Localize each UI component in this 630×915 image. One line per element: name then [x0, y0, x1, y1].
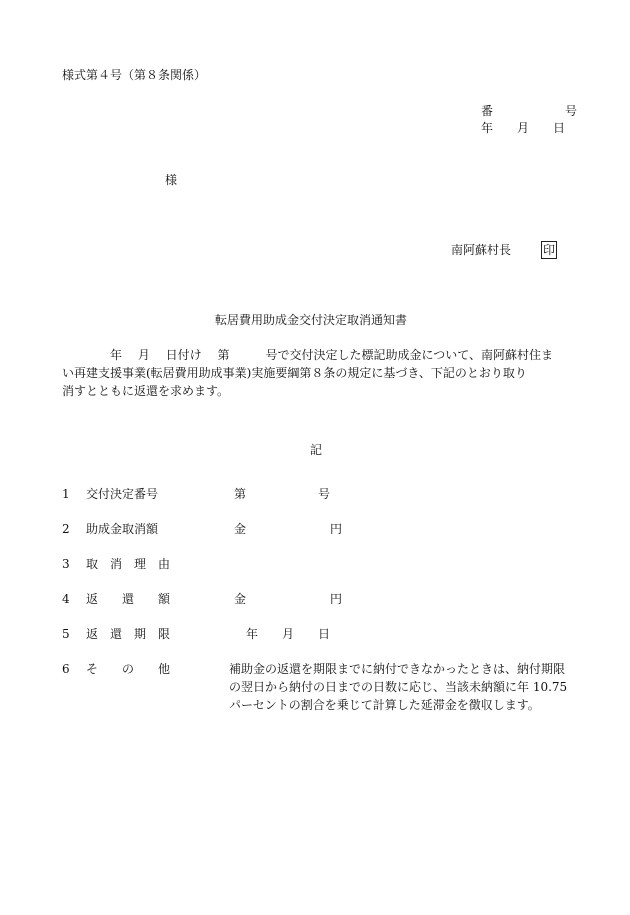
item-value: 金 円	[234, 522, 343, 536]
item-no: 5	[62, 627, 70, 641]
item-value: 年 月 日	[234, 627, 331, 641]
item-label: 返 還 額	[86, 592, 171, 606]
item-label: 助成金取消額	[86, 522, 159, 536]
document-title: 転居費用助成金交付決定取消通知書	[215, 313, 408, 327]
item-label: 交付決定番号	[86, 487, 159, 501]
item-value: 金 円	[234, 592, 343, 606]
ki-heading: 記	[310, 443, 323, 457]
item-no: 1	[62, 487, 70, 501]
other-line: の翌日から納付の日までの日数に応じ、当該未納額に年 10.75	[229, 680, 568, 694]
item-value: 第 号	[234, 487, 331, 501]
item-label: 返 還 期 限	[86, 627, 171, 641]
item-no: 3	[62, 557, 70, 571]
body-line: 消すとともに返還を求めます。	[62, 384, 230, 398]
item-no: 4	[62, 592, 70, 606]
other-line: 補助金の返還を期限までに納付できなかったときは、納付期限	[229, 662, 566, 676]
item-no: 6	[62, 662, 70, 676]
body-line: 年 月 日付け 第 号で交付決定した標記助成金について、南阿蘇村住ま	[62, 348, 553, 362]
document-date: 年 月 日	[481, 121, 566, 135]
document-number: 番 号	[481, 104, 578, 118]
addressee-suffix: 様	[165, 173, 178, 187]
item-label: そ の 他	[86, 662, 171, 676]
form-label: 様式第４号（第８条関係）	[62, 68, 207, 82]
seal-mark: 印	[543, 243, 556, 257]
other-line: パーセントの割合を乗じて計算した延滞金を徴収します。	[229, 698, 540, 712]
item-no: 2	[62, 522, 70, 536]
item-label: 取 消 理 由	[86, 557, 171, 571]
issuer: 南阿蘇村長	[451, 243, 512, 257]
body-line: い再建支援事業(転居費用助成事業)実施要綱第８条の規定に基づき、下記のとおり取り	[62, 366, 527, 380]
